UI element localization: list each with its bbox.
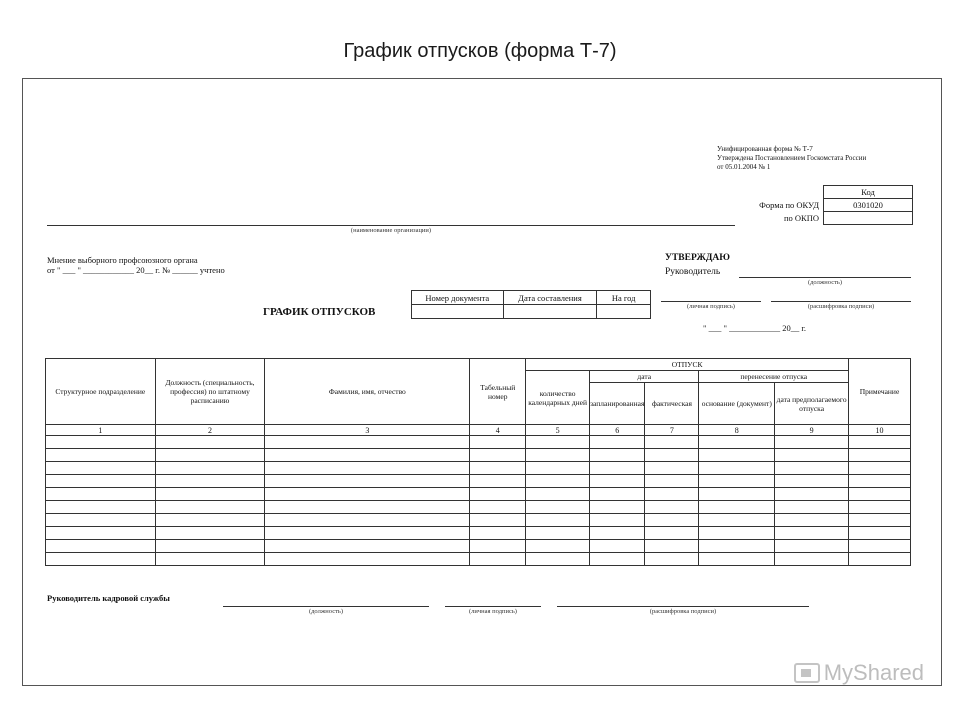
col-number: 8: [699, 425, 775, 436]
doc-year-cell: [597, 305, 651, 319]
table-cell: [470, 527, 526, 540]
table-cell: [645, 540, 699, 553]
table-cell: [470, 475, 526, 488]
approve-head: Руководитель: [665, 267, 721, 277]
col-planned-header: запланированная: [590, 383, 645, 425]
hr-head-label: Руководитель кадровой службы: [47, 593, 170, 603]
approve-decode-line: [771, 301, 911, 302]
doc-number-header: Номер документа: [412, 291, 504, 305]
table-cell: [155, 553, 265, 566]
table-cell: [849, 436, 911, 449]
col-number: 3: [265, 425, 470, 436]
col-note-header: Примечание: [849, 359, 911, 425]
table-cell: [775, 449, 849, 462]
table-cell: [849, 527, 911, 540]
approve-title: УТВЕРЖДАЮ: [665, 253, 730, 263]
table-cell: [526, 514, 590, 527]
table-cell: [645, 488, 699, 501]
table-cell: [775, 540, 849, 553]
col-number: 5: [526, 425, 590, 436]
table-cell: [155, 501, 265, 514]
col-tabnum-header: Табельный номер: [470, 359, 526, 425]
table-cell: [645, 449, 699, 462]
table-row: [46, 475, 911, 488]
col-days-header: количество календарных дней: [526, 371, 590, 425]
hr-position-caption: (должность): [308, 608, 344, 615]
table-cell: [775, 527, 849, 540]
col-transfer-header: перенесение отпуска: [699, 371, 849, 383]
col-department-header: Структурное подразделение: [46, 359, 156, 425]
doc-number-cell: [412, 305, 504, 319]
table-row: [46, 527, 911, 540]
table-cell: [849, 553, 911, 566]
document-title: ГРАФИК ОТПУСКОВ: [263, 306, 376, 318]
table-cell: [590, 436, 645, 449]
table-cell: [46, 488, 156, 501]
table-cell: [526, 449, 590, 462]
empty-rows: [46, 436, 911, 566]
hr-position-line: [223, 606, 429, 607]
table-cell: [645, 462, 699, 475]
watermark: [794, 660, 924, 686]
approve-decode-caption: (расшифровка подписи): [807, 303, 875, 310]
hr-decode-caption: (расшифровка подписи): [649, 608, 717, 615]
table-cell: [526, 436, 590, 449]
col-number: 10: [849, 425, 911, 436]
col-date-header: дата: [590, 371, 699, 383]
table-cell: [46, 462, 156, 475]
table-cell: [699, 553, 775, 566]
table-row: [46, 540, 911, 553]
table-cell: [645, 475, 699, 488]
table-cell: [590, 540, 645, 553]
table-row: [46, 501, 911, 514]
table-cell: [590, 527, 645, 540]
table-cell: [526, 462, 590, 475]
table-cell: [46, 436, 156, 449]
hr-signature-line: [445, 606, 541, 607]
table-row: [46, 449, 911, 462]
table-cell: [526, 501, 590, 514]
table-cell: [46, 475, 156, 488]
table-cell: [699, 449, 775, 462]
col-expected-header: дата предполагаемого отпуска: [775, 383, 849, 425]
vacation-schedule-table: [45, 358, 911, 566]
table-cell: [155, 514, 265, 527]
table-cell: [699, 488, 775, 501]
table-cell: [590, 514, 645, 527]
table-cell: [265, 514, 470, 527]
column-numbers-row: [46, 425, 911, 436]
col-number: 2: [155, 425, 265, 436]
code-header: Код: [824, 186, 913, 199]
table-cell: [849, 540, 911, 553]
table-row: [46, 514, 911, 527]
org-line: [47, 225, 735, 226]
table-cell: [155, 462, 265, 475]
approve-signature-caption: (личная подпись): [687, 303, 735, 310]
table-cell: [470, 514, 526, 527]
table-cell: [775, 475, 849, 488]
approve-position-caption: (должность): [807, 279, 843, 286]
document-info-table: [411, 290, 651, 319]
okpo-value: [824, 212, 913, 225]
table-cell: [265, 462, 470, 475]
table-cell: [155, 527, 265, 540]
table-cell: [46, 501, 156, 514]
col-basis-header: основание (документ): [699, 383, 775, 425]
org-caption: (наименование организации): [350, 227, 432, 234]
slide-title: График отпусков (форма Т-7): [343, 40, 617, 62]
slideshow-icon: [794, 663, 820, 683]
table-cell: [699, 514, 775, 527]
table-cell: [775, 501, 849, 514]
table-cell: [526, 553, 590, 566]
table-cell: [265, 488, 470, 501]
form-document: [22, 78, 942, 686]
doc-date-cell: [503, 305, 597, 319]
opinion-line-2: от " ___ " ____________ 20__ г. № ______ учтено: [47, 265, 225, 275]
col-number: 7: [645, 425, 699, 436]
table-cell: [46, 527, 156, 540]
table-row: [46, 436, 911, 449]
table-cell: [155, 475, 265, 488]
table-cell: [849, 488, 911, 501]
table-cell: [46, 514, 156, 527]
table-cell: [470, 462, 526, 475]
table-cell: [155, 540, 265, 553]
table-cell: [155, 488, 265, 501]
okpo-label: по ОКПО: [783, 213, 819, 223]
table-cell: [849, 501, 911, 514]
hr-signature-caption: (личная подпись): [469, 608, 517, 615]
table-row: [46, 462, 911, 475]
col-number: 4: [470, 425, 526, 436]
table-cell: [470, 553, 526, 566]
table-cell: [265, 501, 470, 514]
approve-signature-line: [661, 301, 761, 302]
table-cell: [46, 553, 156, 566]
unified-form-label: Унифицированная форма № Т-7: [717, 145, 813, 153]
table-cell: [265, 475, 470, 488]
table-cell: [265, 540, 470, 553]
table-cell: [849, 462, 911, 475]
table-cell: [590, 475, 645, 488]
approved-by-label: Утверждена Постановлением Госкомстата России: [717, 154, 867, 162]
table-cell: [46, 449, 156, 462]
table-cell: [526, 488, 590, 501]
col-number: 6: [590, 425, 645, 436]
table-cell: [265, 527, 470, 540]
table-cell: [265, 553, 470, 566]
table-cell: [775, 553, 849, 566]
table-cell: [699, 475, 775, 488]
table-cell: [470, 501, 526, 514]
table-cell: [590, 449, 645, 462]
okud-label: Форма по ОКУД: [759, 200, 819, 210]
table-cell: [775, 436, 849, 449]
table-cell: [699, 501, 775, 514]
table-cell: [470, 449, 526, 462]
approve-date-line: " ___ " ____________ 20__ г.: [703, 323, 806, 333]
table-cell: [699, 462, 775, 475]
table-cell: [699, 436, 775, 449]
table-cell: [265, 449, 470, 462]
table-cell: [470, 488, 526, 501]
table-cell: [775, 488, 849, 501]
doc-year-header: На год: [597, 291, 651, 305]
table-cell: [645, 436, 699, 449]
table-cell: [645, 514, 699, 527]
table-cell: [775, 462, 849, 475]
approved-date-label: от 05.01.2004 № 1: [717, 163, 771, 171]
col-position-header: Должность (специальность, профессия) по штатному расписанию: [155, 359, 265, 425]
watermark-text: MyShared: [823, 660, 924, 685]
hr-decode-line: [557, 606, 809, 607]
table-cell: [526, 540, 590, 553]
code-table: [823, 185, 913, 225]
table-cell: [699, 540, 775, 553]
table-cell: [699, 527, 775, 540]
table-cell: [849, 449, 911, 462]
table-cell: [645, 501, 699, 514]
table-row: [46, 553, 911, 566]
table-cell: [470, 540, 526, 553]
table-cell: [645, 553, 699, 566]
table-cell: [155, 436, 265, 449]
doc-date-header: Дата составления: [503, 291, 597, 305]
table-cell: [645, 527, 699, 540]
table-cell: [526, 527, 590, 540]
table-cell: [849, 514, 911, 527]
table-cell: [590, 501, 645, 514]
table-cell: [775, 514, 849, 527]
col-actual-header: фактическая: [645, 383, 699, 425]
col-name-header: Фамилия, имя, отчество: [265, 359, 470, 425]
table-cell: [526, 475, 590, 488]
approval-note: [717, 145, 927, 172]
table-cell: [849, 475, 911, 488]
opinion-line-1: Мнение выборного профсоюзного органа: [47, 255, 198, 265]
col-number: 1: [46, 425, 156, 436]
table-cell: [265, 436, 470, 449]
table-cell: [590, 488, 645, 501]
col-vacation-header: ОТПУСК: [526, 359, 849, 371]
okud-value: 0301020: [824, 199, 913, 212]
table-cell: [590, 462, 645, 475]
table-cell: [155, 449, 265, 462]
approve-position-line: [739, 277, 911, 278]
table-cell: [46, 540, 156, 553]
opinion-text: [47, 255, 367, 275]
table-cell: [470, 436, 526, 449]
table-row: [46, 488, 911, 501]
table-cell: [590, 553, 645, 566]
col-number: 9: [775, 425, 849, 436]
